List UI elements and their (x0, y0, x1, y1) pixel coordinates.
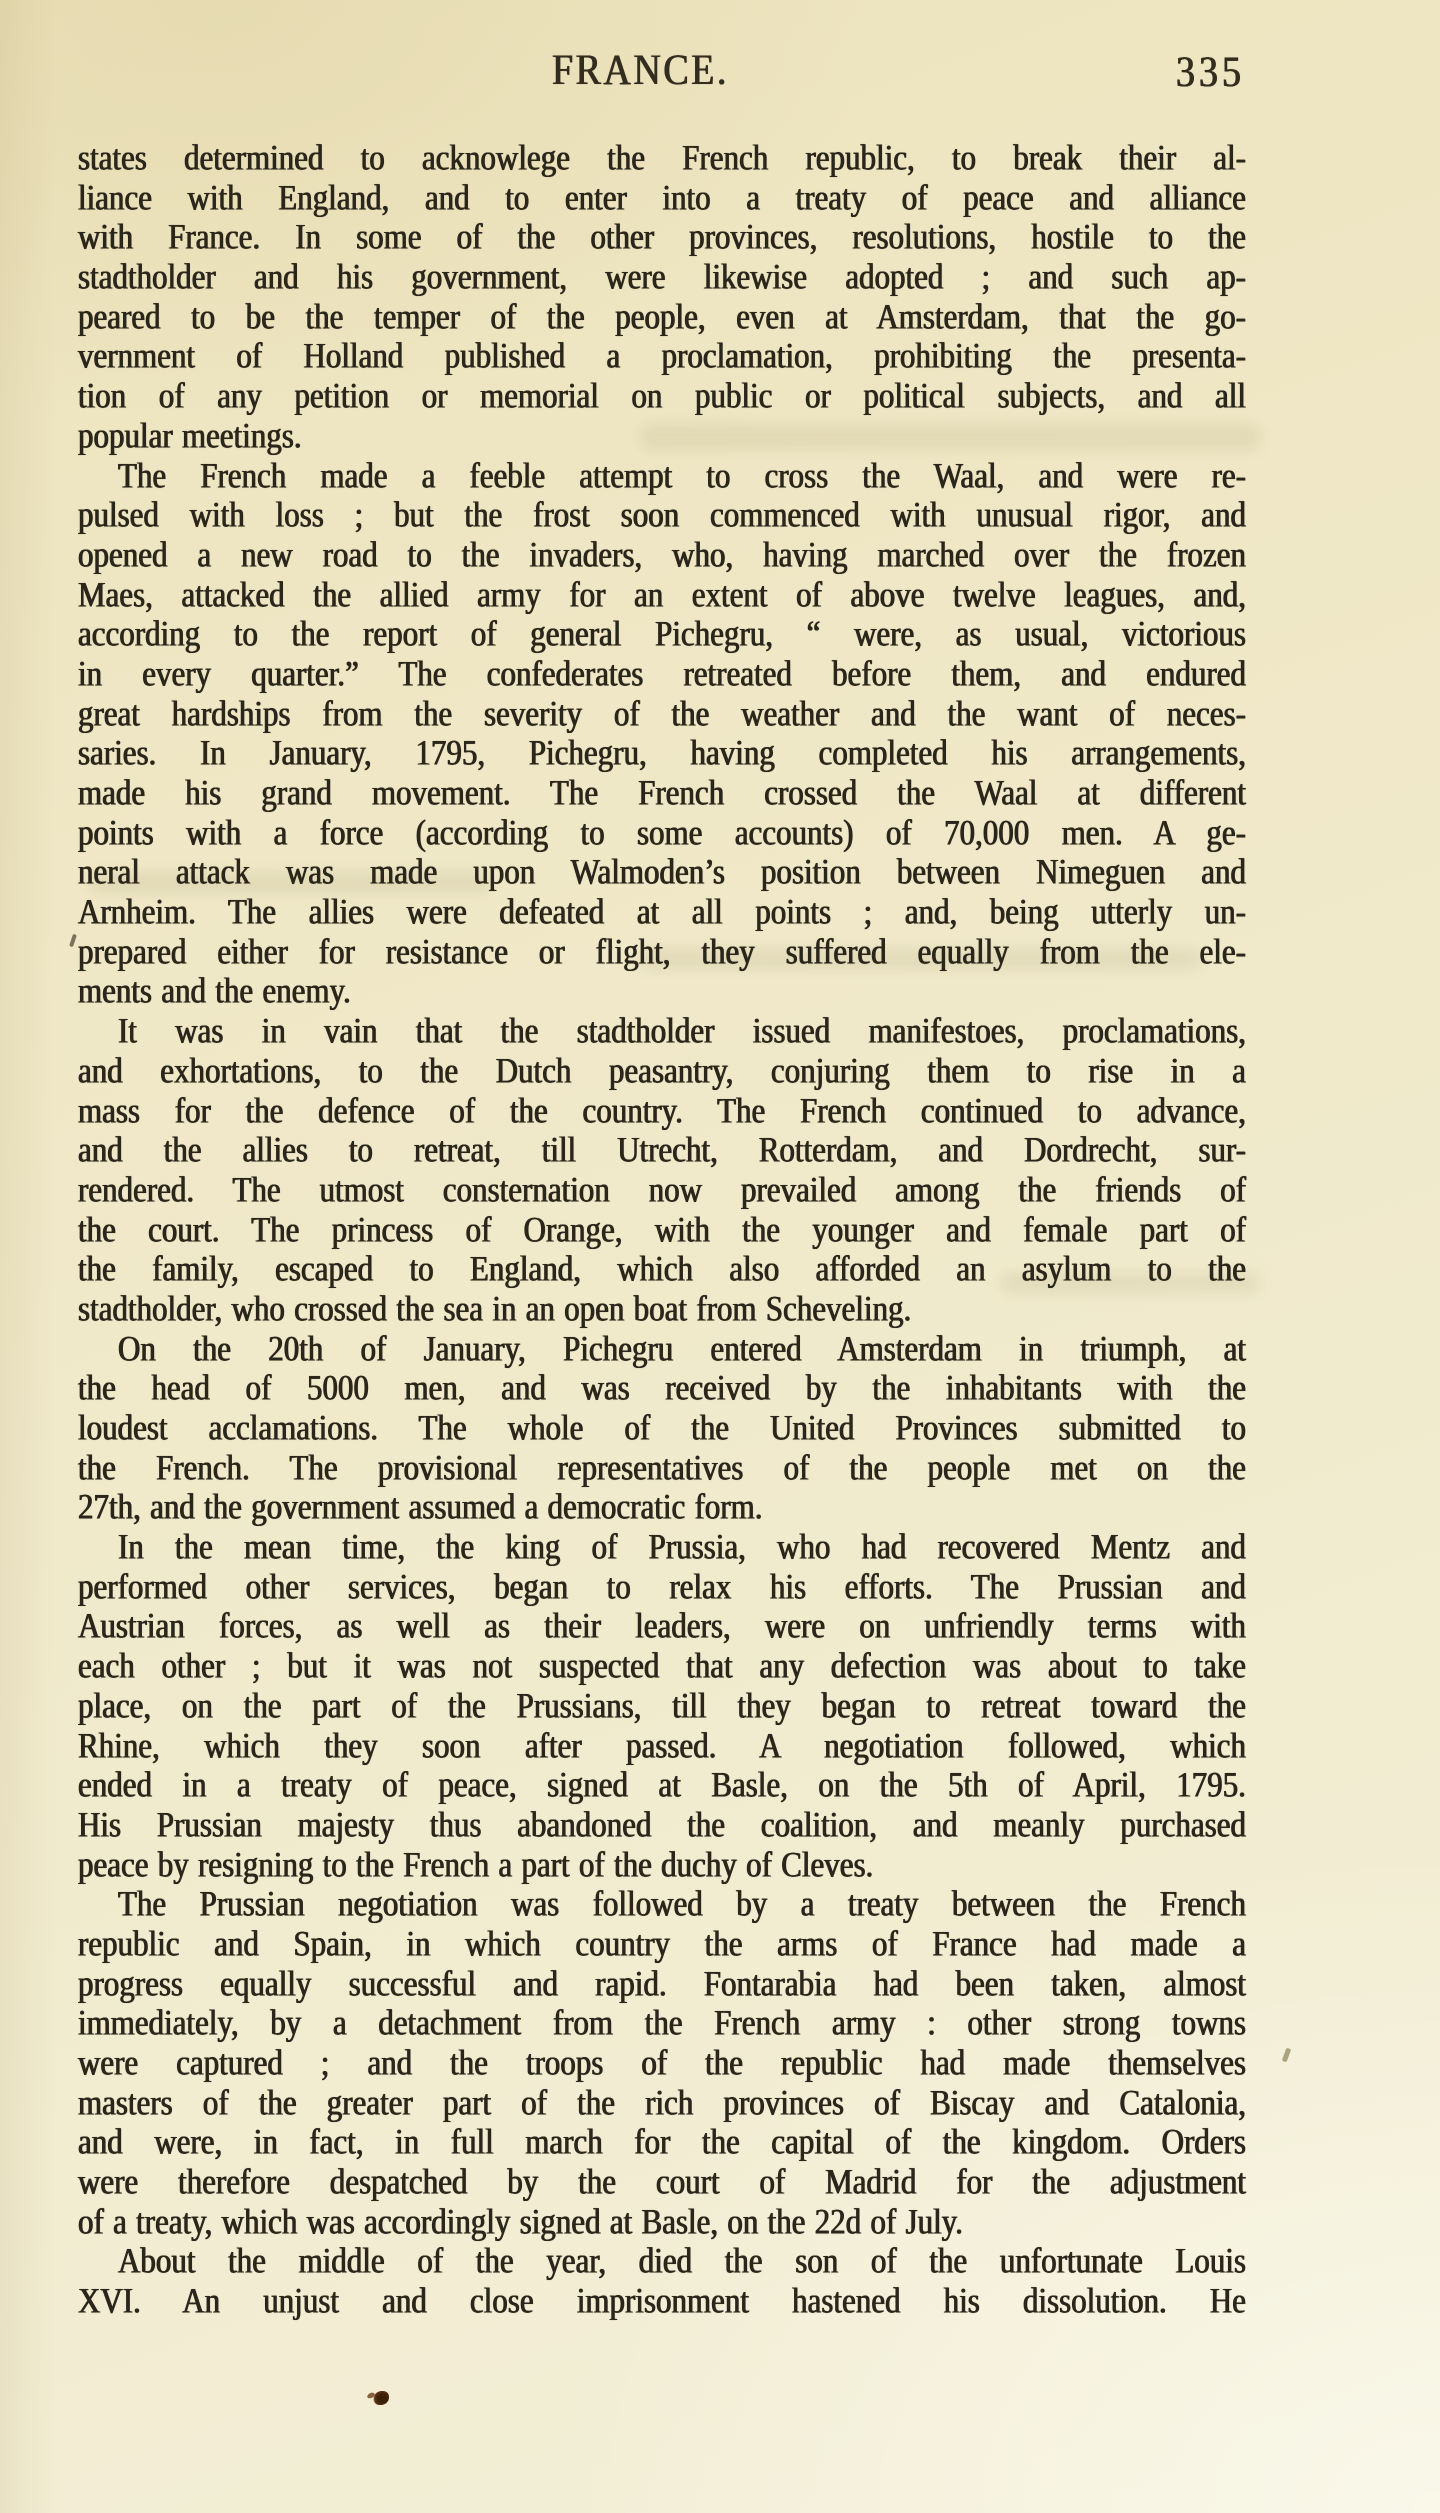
text-line: each other ; but it was not suspected that any defection was about to take (78, 1644, 1246, 1686)
text-line: His Prussian majesty thus abandoned the coalition, and meanly purchased (78, 1803, 1246, 1845)
text-line: made his grand movement. The French crossed the Waal at different (78, 771, 1246, 813)
text-line: popular meetings. (78, 414, 302, 456)
stray-ink-mark (1282, 2048, 1291, 2063)
text-line: opened a new road to the invaders, who, having marched over the frozen (78, 533, 1246, 575)
text-line: On the 20th of January, Pichegru entered Amsterdam in triumph, at (118, 1327, 1246, 1369)
text-body (78, 138, 1246, 2321)
text-line: masters of the greater part of the rich provinces of Biscay and Catalonia, (78, 2081, 1246, 2123)
text-line: tion of any petition or memorial on public or political subjects, and all (78, 374, 1246, 416)
text-line: pulsed with loss ; but the frost soon commenced with unusual rigor, and (78, 494, 1246, 535)
text-line: immediately, by a detachment from the French army : other strong towns (78, 2002, 1246, 2043)
text-line: XVI. An unjust and close imprisonment hastened his dissolution. He (78, 2279, 1246, 2321)
text-line: ments and the enemy. (78, 970, 351, 1011)
text-line: About the middle of the year, died the son of the unfortunate Louis (118, 2240, 1246, 2281)
text-line: of a treaty, which was accordingly signed at Basle, on the 22d of July. (78, 2200, 963, 2242)
page-number: 335 (1176, 47, 1245, 97)
text-line: the head of 5000 men, and was received by the inhabitants with the (78, 1367, 1246, 1408)
text-line: liance with England, and to enter into a treaty of peace and alliance (78, 176, 1246, 218)
text-line: ended in a treaty of peace, signed at Basle, on the 5th of April, 1795. (78, 1764, 1246, 1805)
text-line: rendered. The utmost consternation now prevailed among the friends of (78, 1168, 1246, 1210)
text-line: great hardships from the severity of the weather and the want of neces- (78, 692, 1246, 734)
text-line: the French. The provisional representatives of the people met on the (78, 1446, 1246, 1488)
text-line: were therefore despatched by the court of Madrid for the adjustment (78, 2160, 1246, 2202)
ink-speck (373, 2391, 389, 2405)
text-line: and exhortations, to the Dutch peasantry, conjuring them to rise in a (78, 1049, 1246, 1091)
text-line: and were, in fact, in full march for the capital of the kingdom. Orders (78, 2121, 1246, 2162)
text-line: states determined to acknowlege the French republic, to break their al- (78, 136, 1246, 178)
text-line: peace by resigning to the French a part of the duchy of Cleves. (78, 1843, 874, 1884)
text-line: stadtholder, who crossed the sea in an open boat from Scheveling. (78, 1287, 912, 1329)
text-line: stadtholder and his government, were likewise adopted ; and such ap- (78, 255, 1246, 297)
text-line: Arnheim. The allies were defeated at all points ; and, being utterly un- (78, 890, 1246, 932)
text-line: neral attack was made upon Walmoden’s position between Nimeguen and (78, 851, 1246, 892)
text-line: Austrian forces, as well as their leaders, were on unfriendly terms with (78, 1605, 1246, 1646)
text-line: The Prussian negotiation was followed by a treaty between the French (118, 1883, 1246, 1924)
text-line: according to the report of general Pichegru, “ were, as usual, victorious (78, 613, 1246, 654)
text-line: mass for the defence of the country. The French continued to advance, (78, 1089, 1246, 1130)
text-line: were captured ; and the troops of the republic had made themselves (78, 2041, 1246, 2083)
text-line: progress equally successful and rapid. Fontarabia had been taken, almost (78, 1962, 1246, 2004)
text-line: place, on the part of the Prussians, till they began to retreat toward the (78, 1684, 1246, 1726)
text-line: the court. The princess of Orange, with the younger and female part of (78, 1208, 1246, 1249)
text-line: Maes, attacked the allied army for an extent of above twelve leagues, and, (78, 573, 1246, 614)
text-line: saries. In January, 1795, Pichegru, having completed his arrangements, (78, 732, 1246, 773)
text-line: 27th, and the government assumed a democratic form. (78, 1486, 763, 1527)
text-line: loudest acclamations. The whole of the United Provinces submitted to (78, 1406, 1246, 1448)
stray-ink-mark (69, 934, 77, 948)
text-line: the family, escaped to England, which also afforded an asylum to the (78, 1248, 1246, 1289)
text-line: with France. In some of the other provinces, resolutions, hostile to the (78, 216, 1246, 257)
text-line: Rhine, which they soon after passed. A negotiation followed, which (78, 1724, 1246, 1765)
text-line: The French made a feeble attempt to cross the Waal, and were re- (118, 454, 1246, 495)
text-line: performed other services, began to relax his efforts. The Prussian and (78, 1565, 1246, 1607)
text-line: points with a force (according to some accounts) of 70,000 men. A ge- (78, 811, 1246, 853)
text-line: prepared either for resistance or flight, they suffered equally from the ele- (78, 930, 1246, 972)
text-line: It was in vain that the stadtholder issued manifestoes, proclamations, (118, 1009, 1246, 1051)
text-line: in every quarter.” The confederates retreated before them, and endured (78, 652, 1246, 694)
text-line: and the allies to retreat, till Utrecht, Rotterdam, and Dordrecht, sur- (78, 1129, 1246, 1170)
text-line: republic and Spain, in which country the arms of France had made a (78, 1922, 1246, 1964)
text-line: peared to be the temper of the people, even at Amsterdam, that the go- (78, 295, 1246, 337)
text-line: vernment of Holland published a proclamation, prohibiting the presenta- (78, 335, 1246, 376)
page-header-title: FRANCE. (552, 45, 729, 95)
text-line: In the mean time, the king of Prussia, who had recovered Mentz and (118, 1525, 1246, 1567)
